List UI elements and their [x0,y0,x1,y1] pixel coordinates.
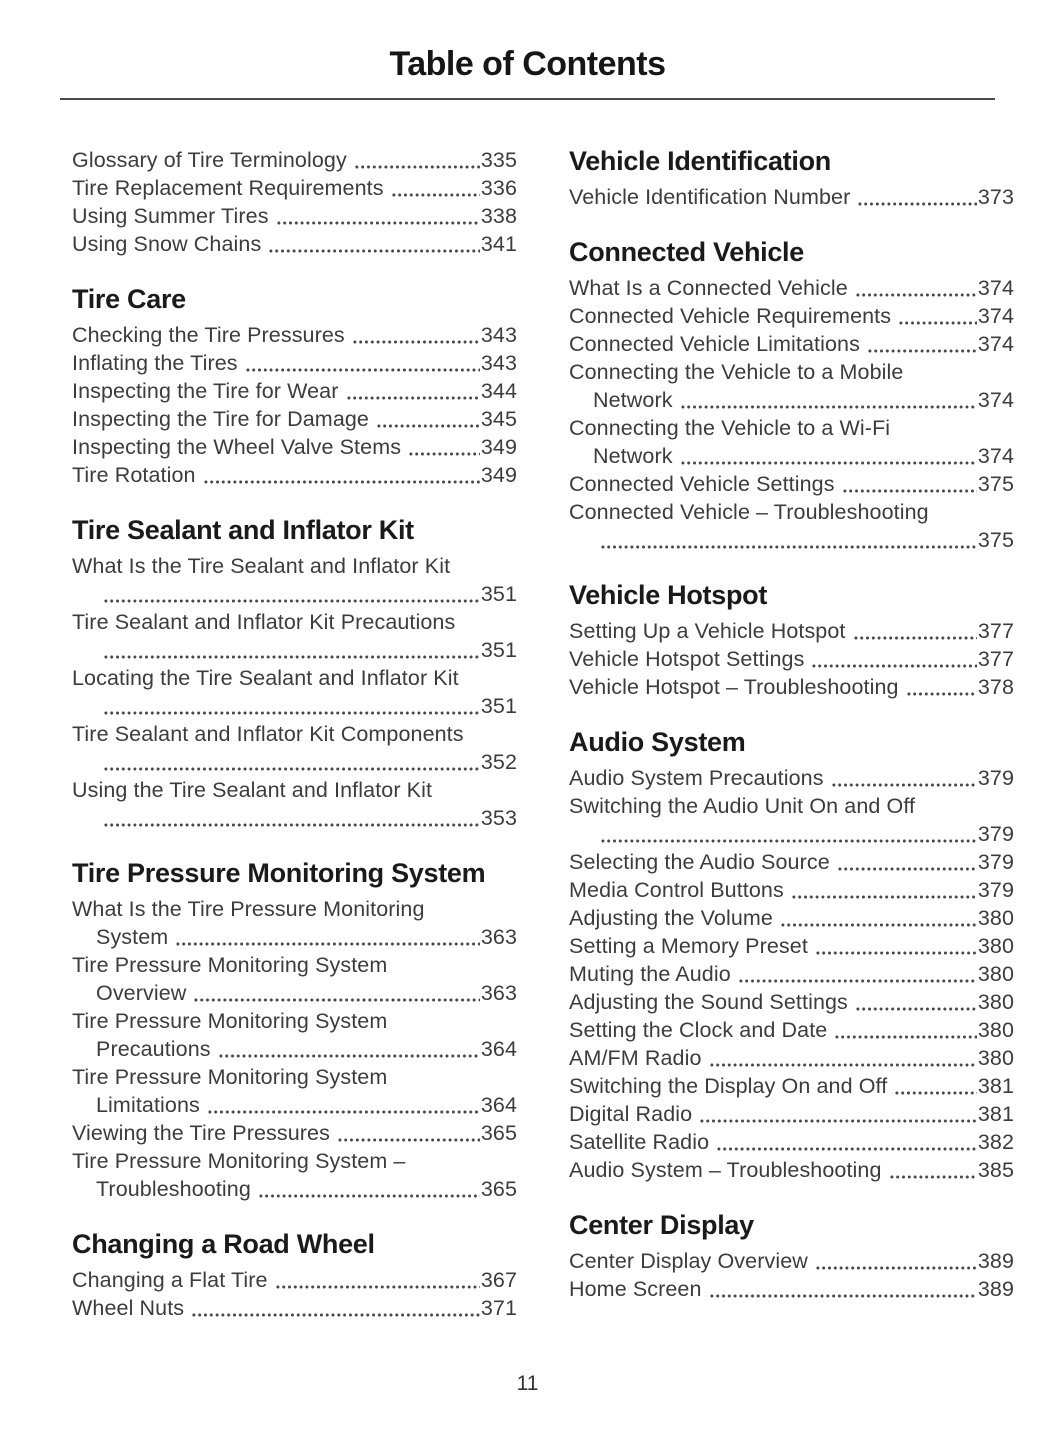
toc-entry-label: Tire Sealant and Inflator Kit Precautions [72,610,456,634]
toc-entry-page: 338 [480,204,517,228]
toc-entry-label: Using Snow Chains [72,232,262,256]
toc-entry-label: Tire Rotation [72,463,196,487]
toc-entry-page: 351 [480,638,517,662]
dot-leader [737,960,977,988]
dot-leader [852,617,977,645]
toc-entry-label: Inspecting the Tire for Wear [72,379,339,403]
toc-entry-label: Center Display Overview [569,1249,808,1273]
toc-entry-page: 364 [480,1037,517,1061]
toc-entry-page: 379 [977,850,1014,874]
toc-entry [569,470,1014,498]
toc-entry-leader-line [569,526,1014,554]
toc-section [72,515,517,832]
toc-entry [569,1016,1014,1044]
toc-entry-page: 336 [480,176,517,200]
toc-entry-page: 382 [977,1130,1014,1154]
page-number: 11 [516,1372,539,1395]
toc-entry-leader-line [72,748,517,776]
toc-entry-line [569,1247,1014,1275]
toc-entry-page: 375 [977,528,1014,552]
toc-entry [569,358,1014,414]
toc-entry [569,302,1014,330]
toc-entry-label: Connected Vehicle Settings [569,472,835,496]
toc-entry-label: Setting Up a Vehicle Hotspot [569,619,846,643]
toc-entry-label: AM/FM Radio [569,1046,702,1070]
toc-entry-page: 374 [977,332,1014,356]
toc-entry [72,1007,517,1063]
toc-entry-line [72,146,517,174]
toc-entry-label: Connected Vehicle – Troubleshooting [569,500,929,524]
dot-leader [353,146,480,174]
dot-leader [897,302,977,330]
toc-entry [72,174,517,202]
toc-entry-label: Vehicle Hotspot Settings [569,647,805,671]
toc-entry [72,1119,517,1147]
dot-leader [390,174,480,202]
toc-entry-label: Changing a Flat Tire [72,1268,268,1292]
toc-entry [72,895,517,951]
dot-leader [814,932,977,960]
toc-entry-page: 378 [977,675,1014,699]
toc-entry [72,1063,517,1119]
toc-entry-page: 365 [480,1121,517,1145]
toc-entry [569,1247,1014,1275]
dot-leader [257,1175,480,1203]
toc-entry [72,405,517,433]
toc-entry-page: 389 [977,1249,1014,1273]
toc-entry-page: 373 [977,185,1014,209]
toc-entry [569,498,1014,554]
toc-entry-label-continued: Precautions [96,1037,211,1061]
title-divider [60,98,995,100]
toc-entry-line [569,1072,1014,1100]
toc-entry-line [569,1016,1014,1044]
toc-entry-page: 344 [480,379,517,403]
toc-entry [72,377,517,405]
toc-entry-label: Adjusting the Volume [569,906,773,930]
toc-entry [569,848,1014,876]
toc-entry-label: Switching the Audio Unit On and Off [569,794,916,818]
toc-entry-label: Media Control Buttons [569,878,784,902]
toc-entry-leader-line [72,979,517,1007]
dot-leader [830,764,977,792]
toc-entry-leader-line [72,692,517,720]
toc-entry-label: Setting a Memory Preset [569,934,808,958]
toc-entry-page: 381 [977,1102,1014,1126]
toc-entry-page: 341 [480,232,517,256]
toc-entry-label-continued: Network [593,388,673,412]
toc-entry-label: Switching the Display On and Off [569,1074,888,1098]
toc-entry-line [569,302,1014,330]
toc-entry-label: Connecting the Vehicle to a Wi-Fi [569,416,891,440]
toc-entry-line [569,1275,1014,1303]
toc-entry-line [72,433,517,461]
toc-entry-page: 374 [977,388,1014,412]
toc-entry-line [569,1100,1014,1128]
dot-leader [854,988,977,1016]
dot-leader [274,1266,480,1294]
toc-entry-line [569,274,1014,302]
toc-entry-leader-line [72,1175,517,1203]
dot-leader [174,923,480,951]
toc-entry-line [72,349,517,377]
toc-entry [569,1044,1014,1072]
toc-entry-page: 380 [977,934,1014,958]
dot-leader [267,230,480,258]
toc-entry-label-continued: Overview [96,981,187,1005]
toc-entry-line [569,932,1014,960]
toc-entry-line [72,1266,517,1294]
section-heading: Audio System [569,727,746,757]
toc-entry-line [72,174,517,202]
toc-entry-label: Adjusting the Sound Settings [569,990,848,1014]
toc-section [569,580,1014,701]
toc-entry [72,776,517,832]
dot-leader [679,442,977,470]
toc-entry-line [72,377,517,405]
toc-entry [72,202,517,230]
toc-entry-label: What Is the Tire Pressure Monitoring [72,897,425,921]
toc-entry [569,876,1014,904]
toc-entry [569,932,1014,960]
toc-entry-page: 375 [977,472,1014,496]
dot-leader [836,848,977,876]
toc-entry [72,433,517,461]
toc-entry-line [569,848,1014,876]
dot-leader [833,1016,976,1044]
dot-leader [841,470,977,498]
toc-entry-line [72,202,517,230]
toc-entry-leader-line [569,820,1014,848]
toc-section [72,858,517,1203]
dot-leader [407,433,480,461]
toc-entry-page: 363 [480,981,517,1005]
toc-entry [569,764,1014,792]
toc-entry-label: Audio System – Troubleshooting [569,1158,882,1182]
toc-entry-label: Audio System Precautions [569,766,824,790]
dot-leader [190,1294,480,1322]
toc-entry-label-continued: Troubleshooting [96,1177,251,1201]
toc-entry-label: Connected Vehicle Limitations [569,332,860,356]
toc-entry-line [72,1294,517,1322]
dot-leader [599,526,977,554]
dot-leader [698,1100,977,1128]
toc-entry-page: 367 [480,1268,517,1292]
toc-entry-label: Wheel Nuts [72,1296,185,1320]
toc-entry-leader-line [72,580,517,608]
toc-entry [72,664,517,720]
toc-entry [569,1128,1014,1156]
toc-entry [569,960,1014,988]
dot-leader [102,804,480,832]
dot-leader [888,1156,977,1184]
dot-leader [708,1275,977,1303]
dot-leader [102,636,480,664]
toc-entry-line [72,1119,517,1147]
toc-entry [569,1072,1014,1100]
toc-entry-label: Home Screen [569,1277,702,1301]
dot-leader [202,461,480,489]
toc-section [569,146,1014,211]
toc-entry [72,1147,517,1203]
dot-leader [708,1044,977,1072]
dot-leader [854,274,977,302]
section-heading: Tire Sealant and Inflator Kit [72,515,414,545]
toc-section [569,1210,1014,1303]
toc-entry [569,183,1014,211]
toc-entry-page: 349 [480,463,517,487]
toc-entry-line [72,321,517,349]
toc-entry-page: 380 [977,1046,1014,1070]
toc-entry [569,792,1014,848]
toc-entry-label: Vehicle Hotspot – Troubleshooting [569,675,899,699]
dot-leader [217,1035,480,1063]
toc-entry-line [72,405,517,433]
toc-entry-label: Glossary of Tire Terminology [72,148,347,172]
section-heading: Tire Care [72,284,186,314]
toc-entry-page: 374 [977,304,1014,328]
toc-entry [569,1156,1014,1184]
toc-entry-page: 379 [977,878,1014,902]
toc-entry-page: 379 [977,766,1014,790]
toc-entry [569,1275,1014,1303]
toc-entry-page: 352 [480,750,517,774]
toc-entry-line [569,876,1014,904]
toc-entry-page: 343 [480,351,517,375]
toc-entry [569,904,1014,932]
toc-entry-page: 380 [977,990,1014,1014]
toc-entry [72,1266,517,1294]
toc-entry-line [569,764,1014,792]
toc-entry-line [569,617,1014,645]
toc-entry-label: Tire Pressure Monitoring System [72,953,388,977]
dot-leader [102,692,480,720]
dot-leader [905,673,977,701]
toc-entry-line [569,645,1014,673]
toc-entry-label-continued: System [96,925,169,949]
toc-entry-label: Using the Tire Sealant and Inflator Kit [72,778,433,802]
toc-entry-label: Tire Replacement Requirements [72,176,384,200]
section-heading: Vehicle Hotspot [569,580,768,610]
toc-entry-label: Muting the Audio [569,962,731,986]
dot-leader [102,580,480,608]
toc-entry [569,274,1014,302]
toc-entry [72,1294,517,1322]
toc-entry [569,1100,1014,1128]
toc-entry-label: Vehicle Identification Number [569,185,851,209]
toc-entry-page: 365 [480,1177,517,1201]
dot-leader [679,386,977,414]
toc-entry [569,673,1014,701]
toc-entry-page: 364 [480,1093,517,1117]
toc-section [569,237,1014,554]
toc-entry-label-continued: Network [593,444,673,468]
toc-entry [569,617,1014,645]
toc-entry-page: 353 [480,806,517,830]
toc-entry-leader-line [72,1035,517,1063]
toc-entry-page: 374 [977,276,1014,300]
toc-entry [72,146,517,174]
toc-entry-label: Inspecting the Tire for Damage [72,407,369,431]
toc-entry-label: Checking the Tire Pressures [72,323,345,347]
toc-entry-label: Viewing the Tire Pressures [72,1121,330,1145]
toc-entry-label: Tire Pressure Monitoring System [72,1009,388,1033]
toc-entry [72,349,517,377]
toc-entry-line [72,461,517,489]
dot-leader [779,904,977,932]
toc-entry-label: What Is a Connected Vehicle [569,276,848,300]
toc-entry-label: Connecting the Vehicle to a Mobile [569,360,904,384]
toc-entry-page: 380 [977,962,1014,986]
toc-column-right [569,146,1014,1322]
toc-entry-page: 343 [480,323,517,347]
toc-entry-label: Selecting the Audio Source [569,850,830,874]
section-heading: Center Display [569,1210,754,1240]
toc-entry-label: Locating the Tire Sealant and Inflator Kit [72,666,459,690]
toc-entry [72,951,517,1007]
toc-entry-leader-line [569,442,1014,470]
toc-entry-page: 335 [480,148,517,172]
toc-entry-label: Using Summer Tires [72,204,269,228]
dot-leader [345,377,480,405]
dot-leader [375,405,480,433]
toc-entry [569,330,1014,358]
section-heading: Changing a Road Wheel [72,1229,375,1259]
toc-entry-label: Tire Pressure Monitoring System [72,1065,388,1089]
toc-entry-line [569,1128,1014,1156]
toc-entry-page: 377 [977,619,1014,643]
page-title: Table of Contents [389,45,666,83]
toc-entry-page: 345 [480,407,517,431]
dot-leader [275,202,480,230]
toc-entry-label: Inspecting the Wheel Valve Stems [72,435,402,459]
toc-entry-line [569,960,1014,988]
toc-entry-label: Satellite Radio [569,1130,710,1154]
toc-entry [569,414,1014,470]
toc-entry-page: 363 [480,925,517,949]
toc-entry-page: 385 [977,1158,1014,1182]
section-heading: Tire Pressure Monitoring System [72,858,486,888]
toc-entry-line [569,988,1014,1016]
toc-entry-label: Inflating the Tires [72,351,238,375]
toc-entry-page: 371 [480,1296,517,1320]
section-heading: Connected Vehicle [569,237,804,267]
toc-entry-leader-line [72,1091,517,1119]
dot-leader [102,748,480,776]
toc-entry-line [569,1044,1014,1072]
toc-entry-line [569,673,1014,701]
toc-entry-line [569,470,1014,498]
toc-entry-leader-line [72,923,517,951]
toc-entry-page: 351 [480,694,517,718]
dot-leader [790,876,977,904]
toc-entry-label-continued: Limitations [96,1093,200,1117]
toc-entry [72,608,517,664]
toc-section [72,1229,517,1322]
toc-entry-label: Tire Pressure Monitoring System – [72,1149,406,1173]
dot-leader [599,820,977,848]
toc-entry-label: Digital Radio [569,1102,693,1126]
section-heading: Vehicle Identification [569,146,831,176]
toc-section [72,146,517,258]
toc-entry-label: Tire Sealant and Inflator Kit Components [72,722,464,746]
toc-entry-page: 379 [977,822,1014,846]
toc-entry-page: 380 [977,1018,1014,1042]
dot-leader [715,1128,977,1156]
toc-entry-page: 349 [480,435,517,459]
toc-entry-page: 351 [480,582,517,606]
dot-leader [856,183,976,211]
toc-entry-line [569,183,1014,211]
toc-entry-line [569,1156,1014,1184]
toc-entry-line [569,330,1014,358]
toc-entry-page: 381 [977,1074,1014,1098]
toc-entry [569,988,1014,1016]
dot-leader [192,979,479,1007]
toc-entry-label: What Is the Tire Sealant and Inflator Kit [72,554,451,578]
dot-leader [336,1119,480,1147]
toc-entry-leader-line [569,386,1014,414]
toc-entry [72,321,517,349]
dot-leader [866,330,977,358]
toc-entry [72,461,517,489]
toc-entry-page: 374 [977,444,1014,468]
toc-entry [72,720,517,776]
toc-section [569,727,1014,1184]
toc-entry-leader-line [72,804,517,832]
toc-entry-page: 380 [977,906,1014,930]
dot-leader [893,1072,977,1100]
toc-entry-leader-line [72,636,517,664]
toc-columns [72,146,1055,1322]
toc-entry-label: Setting the Clock and Date [569,1018,828,1042]
toc-section [72,284,517,489]
toc-entry [569,645,1014,673]
toc-entry-label: Connected Vehicle Requirements [569,304,892,328]
toc-column-left [72,146,517,1322]
toc-entry-page: 389 [977,1277,1014,1301]
toc-entry-page: 377 [977,647,1014,671]
dot-leader [244,349,480,377]
dot-leader [814,1247,977,1275]
toc-entry-line [72,230,517,258]
toc-entry-line [569,904,1014,932]
toc-entry [72,552,517,608]
dot-leader [810,645,976,673]
toc-entry [72,230,517,258]
dot-leader [206,1091,480,1119]
dot-leader [351,321,480,349]
